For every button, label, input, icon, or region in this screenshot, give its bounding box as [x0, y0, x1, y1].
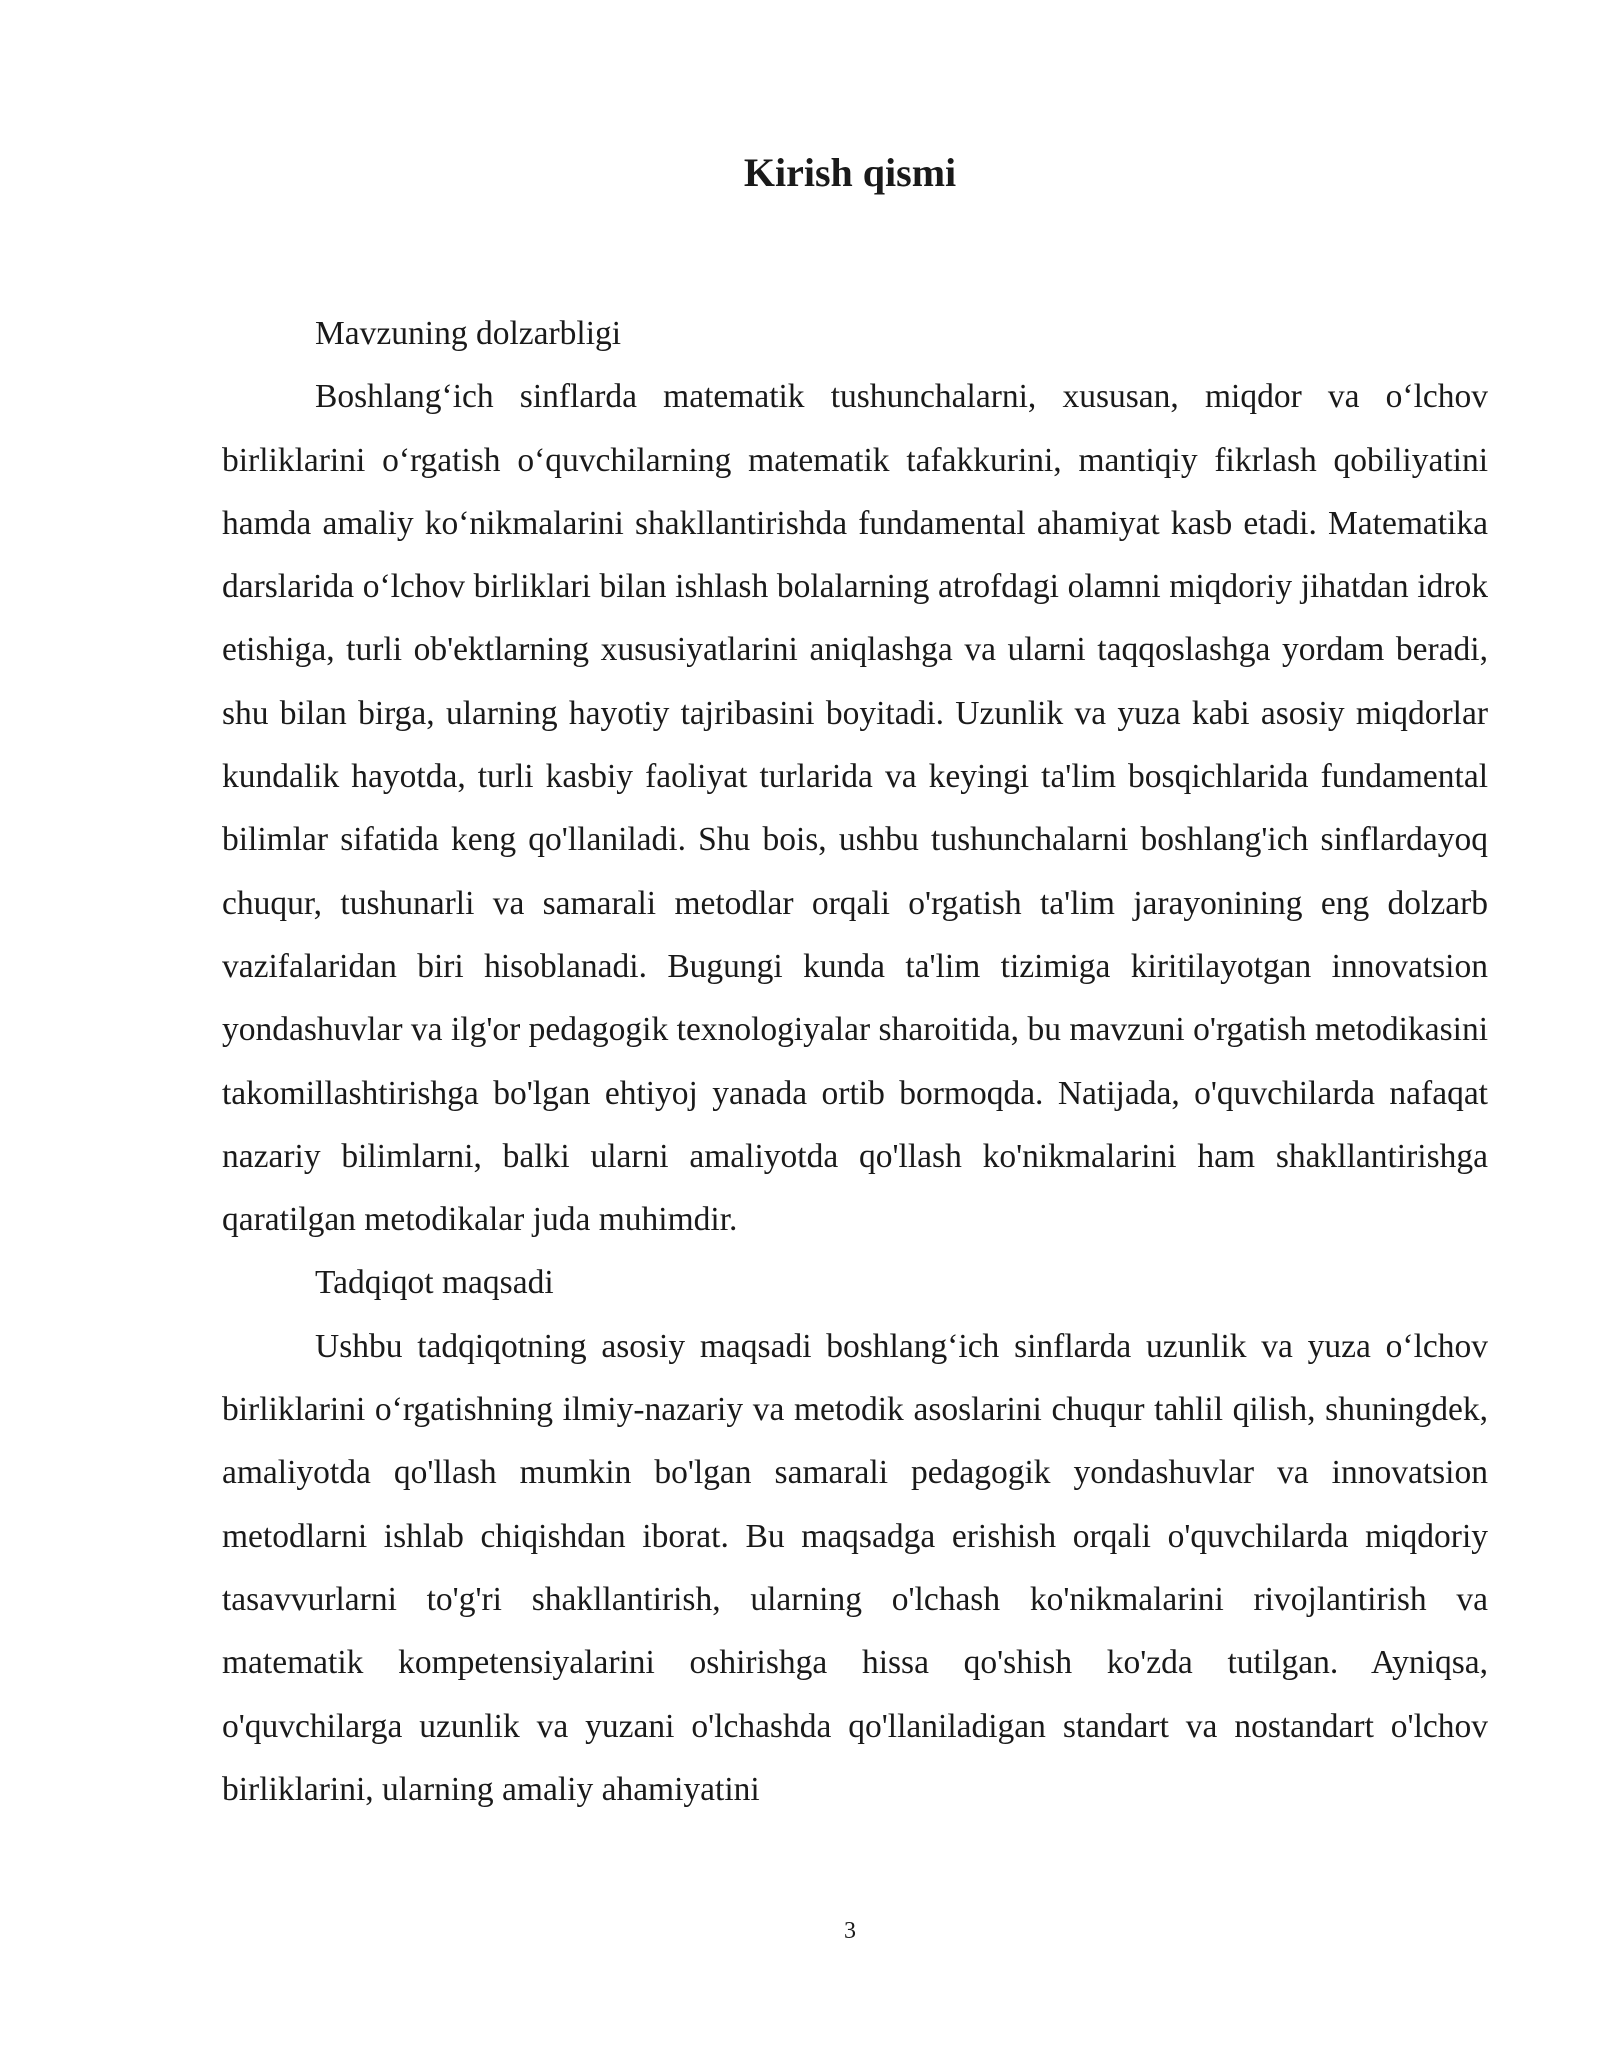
section-heading-research-goal: Tadqiqot maqsadi	[315, 1264, 554, 1302]
document-body	[222, 302, 1488, 1821]
page-title: Kirish qismi	[743, 150, 957, 195]
paragraph-research-goal: Ushbu tadqiqotning asosiy maqsadi boshlang‘ich sinflarda uzunlik va yuza o‘lchov birliklarini o‘rgatishning ilmiy-nazariy va metodik asoslarini chuqur tahlil qilish, shuningdek, amaliyotda qo'llash mumkin bo'lgan samarali pedagogik yondashuvlar va innovatsion metodlarni ishlab chiqishdan iborat. Bu maqsadga erishish orqali o'quvchilarda miqdoriy tasavvurlarni to'g'ri shakllantirish, ularning o'lchash ko'nikmalarini rivojlantirish va matematik kompetensiyalarini oshirishga hissa qo'shish ko'zda tutilgan. Ayniqsa, o'quvchilarga uzunlik va yuzani o'lchashda qo'llaniladigan standart va nostandart o'lchov birliklarini, ularning amaliy ahamiyatini	[222, 1327, 1488, 1808]
section-heading-relevance: Mavzuning dolzarbligi	[315, 315, 622, 352]
page-number: 3	[844, 1918, 856, 1944]
paragraph-relevance: Boshlang‘ich sinflarda matematik tushunchalarni, xususan, miqdor va o‘lchov birliklarini o‘rgatish o‘quvchilarning matematik tafakkurini, mantiqiy fikrlash qobiliyatini hamda amaliy ko‘nikmalarini shakllantirishda fundamental ahamiyat kasb etadi. Matematika darslarida o‘lchov birliklari bilan ishlash bolalarning atrofdagi olamni miqdoriy jihatdan idrok etishiga, turli ob'ektlarning xususiyatlarini aniqlashga va ularni taqqoslashga yordam beradi, shu bilan birga, ularning hayotiy tajribasini boyitadi. Uzunlik va yuza kabi asosiy miqdorlar kundalik hayotda, turli kasbiy faoliyat turlarida va keyingi ta'lim bosqichlarida fundamental bilimlar sifatida keng qo'llaniladi. Shu bois, ushbu tushunchalarni boshlang'ich sinflardayoq chuqur, tushunarli va samarali metodlar orqali o'rgatish ta'lim jarayonining eng dolzarb vazifalaridan biri hisoblanadi. Bugungi kunda ta'lim tizimiga kiritilayotgan innovatsion yondashuvlar va ilg'or pedagogik texnologiyalar sharoitida, bu mavzuni o'rgatish metodikasini takomillashtirishga bo'lgan ehtiyoj yanada ortib bormoqda. Natijada, o'quvchilarda nafaqat nazariy bilimlarni, balki ularni amaliyotda qo'llash ko'nikmalarini ham shakllantirishga qaratilgan metodikalar juda muhimdir.	[222, 378, 1488, 1239]
